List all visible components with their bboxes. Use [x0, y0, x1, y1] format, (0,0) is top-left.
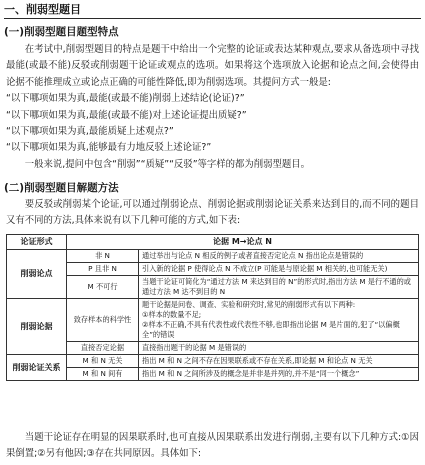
table-desc: 指出 M 和 N 之间不存在因果联系或不存在关系,即论据 M 和论点 N 无关: [139, 355, 419, 368]
table-desc: 引入新的论据 P 使得论点 N 不成立(P 可能是与原论据 M 相关的,也可能无关): [139, 263, 419, 276]
table-method: 致存样本的科学性: [67, 299, 139, 342]
causal-note: [6, 430, 419, 463]
question-form-1: “以下哪项如果为真,最能(或最不能)削弱上述结论(论证)?”: [6, 93, 245, 105]
table-header-form: 论证形式: [7, 235, 67, 250]
table-row: [7, 355, 419, 368]
table-method: M 和 N 间有: [67, 368, 139, 381]
question-form-4: “以下哪项如果为真,能够最有力地反驳上述论证?”: [6, 142, 212, 154]
table-category-relation: 削弱论证关系: [7, 355, 67, 381]
features-body: [6, 42, 419, 173]
methods-body: [6, 197, 419, 230]
table-header-argument: 论据 M→论点 N: [67, 235, 419, 250]
subsection-title-methods: (二)削弱型题目解题方法: [4, 182, 119, 194]
features-summary: 一般来说,提问中包含“削弱”“质疑”“反驳”等字样的都为削弱型题目。: [24, 158, 311, 170]
table-desc: 题干论据是问卷、调查、实验和研究时,常见的削弱形式有以下两种: ①样本的数量不足; ②样本不正确,不具有代表性或代表性不够,也即指出论据 M 是片面的,犯了“以偏概全”的错误: [139, 299, 419, 342]
methods-intro: 要反驳或削弱某个论证,可以通过削弱论点、削弱论据或削弱论证关系来达到目的,而不同的题目又有不同的方法,具体来说有以下几种可能的方式,如下表:: [6, 199, 419, 227]
question-form-3: “以下哪项如果为真,最能质疑上述观点?”: [6, 126, 174, 138]
features-intro: 在考试中,削弱型题目的特点是题干中给出一个完整的论证或表达某种观点,要求从备选项中寻找最能(或最不能)反驳或削弱题干论证或观点的选项。如果将这个选项放入论据和论点之间,会使得由论据不能推理成立或论点正确的可能性降低,即为削弱选项。其提问方式一般是:: [6, 44, 419, 88]
table-desc: 通过举出与论点 N 相反的例子或者直接否定论点 N 指出论点是错误的: [139, 250, 419, 263]
table-desc: 当题干论证可简化为“通过方法 M 来达到目的 N”的形式时,指出方法 M 是行不通的或通过方法 M 达不到目的 N: [139, 276, 419, 299]
table-desc: 直接指出题干的论据 M 是错误的: [139, 342, 419, 355]
question-form-2: “以下哪项如果为真,最能(或最不能)对上述论证提出质疑?”: [6, 109, 247, 121]
methods-table: [6, 234, 419, 381]
causal-note-text: 当题干论证存在明显的因果联系时,也可直接从因果联系出发进行削弱,主要有以下几种方式:①因果倒置;②另有他因;③存在共同原因。具体如下:: [6, 432, 419, 460]
table-row: [7, 276, 419, 299]
table-header-row: [7, 235, 419, 250]
table-category-conclusion: 削弱论点: [7, 250, 67, 299]
subsection-title-features: (一)削弱型题目题型特点: [4, 26, 119, 38]
table-method: 非 N: [67, 250, 139, 263]
table-row: [7, 342, 419, 355]
table-method: M 和 N 无关: [67, 355, 139, 368]
table-row: [7, 299, 419, 342]
table-desc: 指出 M 和 N 之间所涉及的概念是并非是并列的,并不是“同一个概念”: [139, 368, 419, 381]
table-method: 直接否定论据: [67, 342, 139, 355]
table-row: [7, 368, 419, 381]
section-title: 一、削弱型题目: [4, 2, 421, 19]
table-method: P 且非 N: [67, 263, 139, 276]
table-row: [7, 263, 419, 276]
table-category-evidence: 削弱论据: [7, 299, 67, 355]
table-method: M 不可行: [67, 276, 139, 299]
table-row: [7, 250, 419, 263]
